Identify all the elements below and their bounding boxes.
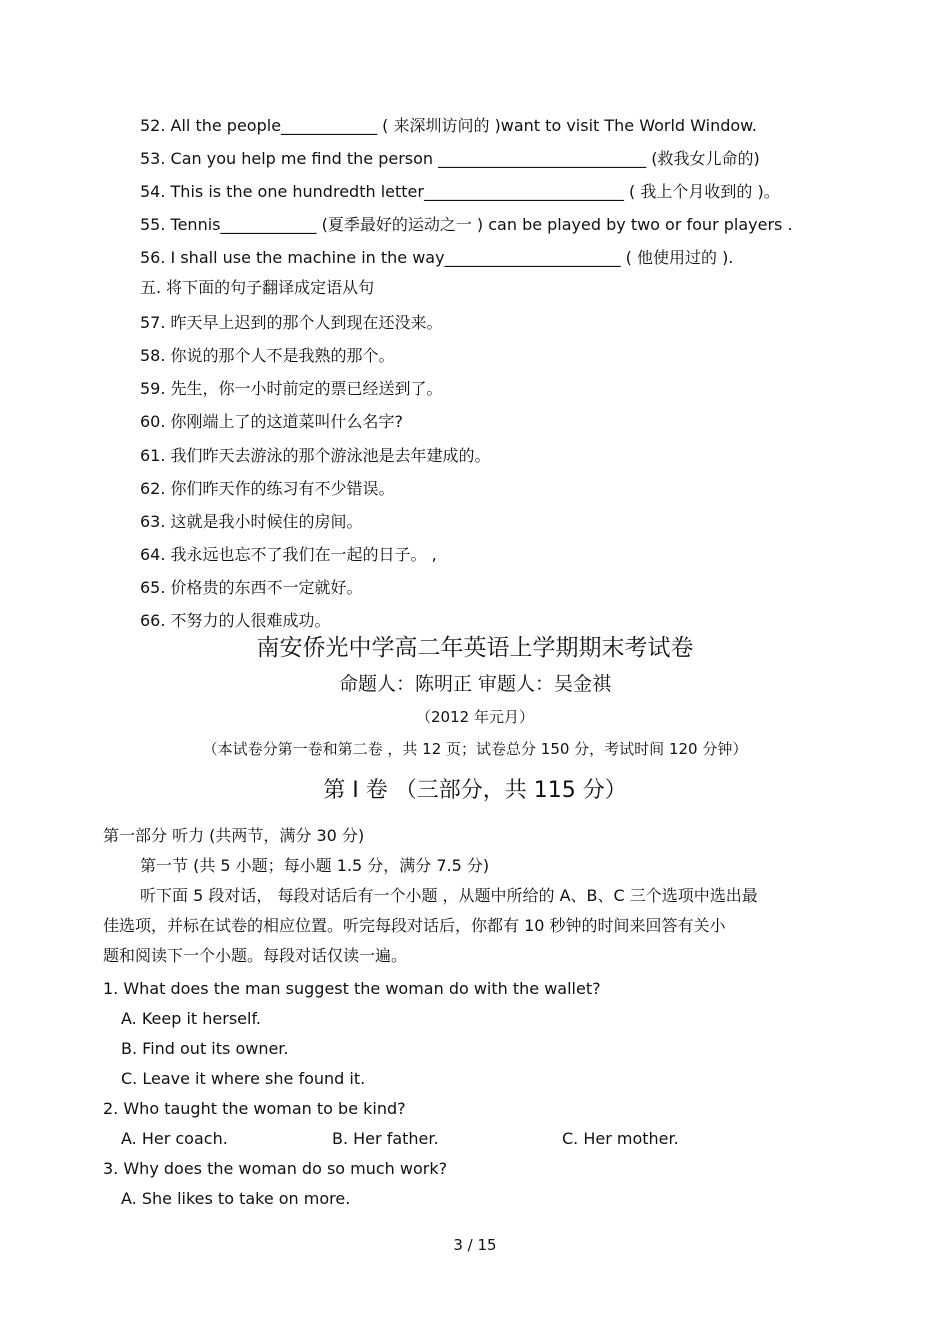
translation-item: 59. 先生，你一小时前定的票已经送到了。 [140, 379, 443, 398]
question-52: 52. All the people____________ ( 来深圳访问的 )want to visit The World Window. [140, 116, 757, 135]
section-five-heading: 五. 将下面的句子翻译成定语从句 [140, 278, 375, 297]
question-1: 1. What does the man suggest the woman do with the wallet? [103, 979, 601, 998]
page-number: 3 / 15 [453, 1236, 497, 1254]
listening-part-heading: 第一部分 听力 (共两节，满分 30 分) [103, 826, 365, 845]
question-1-option-c: C. Leave it where she found it. [121, 1069, 366, 1088]
exam-title: 南安侨光中学高二年英语上学期期末考试卷 [256, 635, 694, 661]
question-2-option-a: A. Her coach. [121, 1129, 228, 1148]
listening-instruction: 佳选项，并标在试卷的相应位置。听完每段对话后，你都有 10 秒钟的时间来回答有关小 [103, 916, 726, 935]
exam-date: （2012 年元月） [416, 708, 534, 726]
translation-item: 66. 不努力的人很难成功。 [140, 611, 331, 630]
translation-item: 62. 你们昨天作的练习有不少错误。 [140, 479, 395, 498]
question-53: 53. Can you help me find the person __________________________ (救我女儿命的) [140, 149, 760, 168]
question-1-option-a: A. Keep it herself. [121, 1009, 262, 1028]
exam-authors: 命题人：陈明正 审题人：吴金祺 [338, 673, 612, 695]
question-56: 56. I shall use the machine in the way______________________ ( 他使用过的 ). [140, 248, 734, 267]
listening-instruction: 题和阅读下一个小题。每段对话仅读一遍。 [103, 946, 408, 965]
translation-item: 63. 这就是我小时候住的房间。 [140, 512, 363, 531]
question-3: 3. Why does the woman do so much work? [103, 1159, 448, 1178]
translation-item: 60. 你刚端上了的这道菜叫什么名字? [140, 412, 404, 431]
question-2-option-c: C. Her mother. [562, 1129, 679, 1148]
question-3-option-a: A. She likes to take on more. [121, 1189, 351, 1208]
translation-item: 57. 昨天早上迟到的那个人到现在还没来。 [140, 313, 443, 332]
translation-item: 58. 你说的那个人不是我熟的那个。 [140, 346, 395, 365]
question-1-option-b: B. Find out its owner. [121, 1039, 289, 1058]
question-2: 2. Who taught the woman to be kind? [103, 1099, 406, 1118]
translation-item: 64. 我永远也忘不了我们在一起的日子。 , [140, 545, 437, 564]
question-55: 55. Tennis____________ (夏季最好的运动之一 ) can be played by two or four players . [140, 215, 793, 234]
listening-instruction: 听下面 5 段对话， 每段对话后有一个小题 ，从题中所给的 A、B、C 三个选项中选出最 [140, 886, 758, 905]
translation-item: 61. 我们昨天去游泳的那个游泳池是去年建成的。 [140, 446, 491, 465]
translation-item: 65. 价格贵的东西不一定就好。 [140, 578, 363, 597]
question-2-option-b: B. Her father. [332, 1129, 439, 1148]
exam-info: （本试卷分第一卷和第二卷 ，共 12 页；试卷总分 150 分，考试时间 120 分钟） [202, 740, 748, 758]
question-54: 54. This is the one hundredth letter_________________________ ( 我上个月收到的 )。 [140, 182, 780, 201]
listening-section-heading: 第一节 (共 5 小题；每小题 1.5 分，满分 7.5 分) [140, 856, 490, 875]
volume-heading: 第 I 卷 （三部分，共 115 分） [323, 778, 627, 803]
